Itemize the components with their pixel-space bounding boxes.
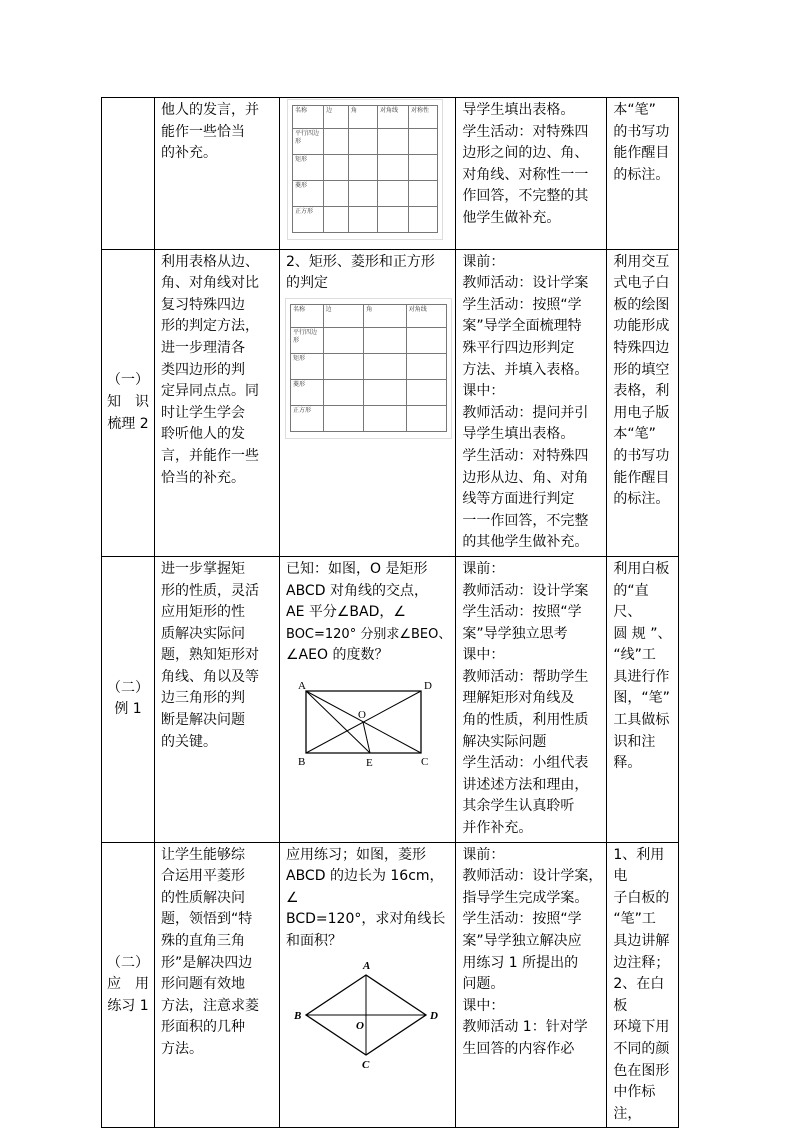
activity-cell <box>456 556 607 842</box>
text-line: 本“笔” <box>613 426 656 443</box>
section-label: （二） <box>107 679 149 696</box>
text-line: 的书写功 <box>613 447 670 464</box>
mini-table-image <box>286 299 451 438</box>
content-title: 的判定 <box>286 275 328 292</box>
text-line: 2、在白板 <box>613 976 665 1014</box>
text-line: 用练习 1 所提出的 <box>462 954 579 971</box>
text-line: 利用表格从边、 <box>161 253 259 270</box>
content-text: 和面积？ <box>286 933 342 949</box>
text-line: 教师活动：设计学案 <box>462 582 589 599</box>
text-line: 恰当的补充。 <box>161 469 245 486</box>
content-cell <box>280 98 456 250</box>
text-line: 课前： <box>462 560 505 577</box>
text-line: 中作标注， <box>613 1084 656 1122</box>
text-line: 学生活动：对特殊四 <box>462 123 589 140</box>
mini-table-image <box>288 100 442 239</box>
goal-cell <box>155 98 280 250</box>
mini-row-label: 正方形 <box>291 405 324 431</box>
text-line: 作回答，不完整的其 <box>462 188 589 205</box>
label-o: O <box>358 708 366 721</box>
activity-cell <box>456 842 607 1128</box>
rhombus-figure <box>286 957 446 1072</box>
content-text: 已知：如图，O 是矩形 <box>286 560 428 577</box>
text-line: 进一步掌握矩 <box>161 560 245 577</box>
text-line: 讲述述方法和理由， <box>462 776 589 793</box>
text-line: 言，并能作一些 <box>161 447 259 464</box>
text-line: 的关键。 <box>161 733 217 750</box>
text-line: 教师活动：帮助学生 <box>462 668 589 685</box>
text-line: 时让学生学会 <box>161 404 245 421</box>
section-label: 练习 1 <box>107 997 149 1014</box>
mini-row-label: 菱形 <box>291 379 324 405</box>
tech-cell <box>607 249 679 556</box>
text-line: 其余学生认真聆听 <box>462 798 575 815</box>
mini-header: 对角线 <box>378 106 409 129</box>
text-line: 形的判定方法， <box>161 318 259 335</box>
mini-header: 边 <box>324 106 349 129</box>
content-text: BOC=120° 分别求∠BEO、 <box>286 626 452 642</box>
text-line: 圆 规 ”、 <box>613 625 672 642</box>
mini-header: 名称 <box>293 106 324 129</box>
content-cell <box>280 249 456 556</box>
text-line: 方法。 <box>161 1040 203 1057</box>
label-a: A <box>363 959 371 972</box>
section-label: 知 识 <box>107 393 149 410</box>
text-line: 特殊四边 <box>613 339 670 356</box>
segment-ae <box>306 691 370 753</box>
text-line: 表格，利 <box>613 383 670 400</box>
tech-cell <box>607 842 679 1128</box>
text-line: 的“直尺、 <box>613 582 649 621</box>
text-line: 课中： <box>462 997 505 1014</box>
text-line: 学生活动：小组代表 <box>462 755 589 772</box>
comparison-table-1 <box>292 105 438 233</box>
label-b: B <box>294 1009 302 1022</box>
mini-row-label: 菱形 <box>293 181 324 207</box>
mini-row-label: 平行四边形 <box>291 327 324 353</box>
text-line: 利用白板 <box>613 560 670 577</box>
text-line: 边注释； <box>613 954 670 971</box>
text-line: 式电子白 <box>613 275 670 292</box>
text-line: 的补充。 <box>161 145 217 162</box>
text-line: 殊平行四边形判定 <box>462 339 575 356</box>
text-line: 题，领悟到“特 <box>161 911 253 928</box>
goal-cell <box>155 842 280 1128</box>
text-line: 环境下用 <box>613 1019 670 1036</box>
text-line: 应用矩形的性 <box>161 604 245 621</box>
section-cell <box>102 98 155 250</box>
content-text: BCD=120°，求对角线长 <box>286 911 446 928</box>
text-line: 他学生做补充。 <box>462 209 561 226</box>
text-line: 功能形成 <box>613 318 670 335</box>
content-text: ∠AEO 的度数？ <box>286 647 389 664</box>
mini-header: 角 <box>364 304 407 327</box>
text-line: 色在图形 <box>613 1062 670 1079</box>
text-line: 理解矩形对角线及 <box>462 690 575 707</box>
label-e: E <box>366 756 373 769</box>
text-line: 进一步理清各 <box>161 339 245 356</box>
content-text: AE 平分∠BAD，∠ <box>286 604 406 621</box>
text-line: 利用交互 <box>613 253 670 270</box>
text-line: 的性质解决问 <box>161 889 245 906</box>
mini-row-label: 矩形 <box>293 155 324 181</box>
text-line: 用电子版 <box>613 404 670 421</box>
label-d: D <box>424 679 432 692</box>
text-line: 并作补充。 <box>462 820 533 837</box>
text-line: 板的绘图 <box>613 296 670 313</box>
text-line: 的书写功 <box>613 123 670 140</box>
text-line: 角的性质，利用性质 <box>462 712 589 729</box>
goal-cell <box>155 556 280 842</box>
content-title: 2、矩形、菱形和正方形 <box>286 253 435 270</box>
label-b: B <box>298 755 306 768</box>
text-line: 课前： <box>462 253 505 270</box>
text-line: 解决实际问题 <box>462 733 547 750</box>
text-line: 能作醒目 <box>613 469 670 486</box>
text-line: 不同的颜 <box>613 1040 670 1057</box>
text-line: “线”工 <box>613 647 656 664</box>
table-row <box>102 249 679 556</box>
text-line: 形”是解决四边 <box>161 954 253 971</box>
text-line: 课中： <box>462 647 505 664</box>
section-cell <box>102 842 155 1128</box>
activity-cell <box>456 249 607 556</box>
table-row <box>102 842 679 1128</box>
text-line: 题，熟知矩形对 <box>161 647 259 664</box>
text-line: 指导学生完成学案。 <box>462 889 589 906</box>
section-label: （一） <box>107 372 149 389</box>
text-line: 他人的发言，并 <box>161 102 259 118</box>
text-line: “笔”工 <box>613 911 656 928</box>
text-line: 案”导学独立思考 <box>462 625 568 642</box>
text-line: 本“笔” <box>613 102 656 118</box>
text-line: 的标注。 <box>613 491 670 508</box>
text-line: 具进行作 <box>613 668 670 685</box>
label-c: C <box>362 1058 370 1071</box>
text-line: 教师活动：设计学案 <box>462 275 589 292</box>
text-line: 学生活动：按照“学 <box>462 604 582 621</box>
text-line: 形面积的几种 <box>161 1019 245 1036</box>
text-line: 殊的直角三角 <box>161 933 245 949</box>
comparison-table-2 <box>290 304 447 432</box>
section-label: 梳理 2 <box>107 415 149 432</box>
text-line: 能作醒目 <box>613 145 670 162</box>
text-line: 1、利用电 <box>613 846 665 885</box>
text-line: 课前： <box>462 846 505 863</box>
content-text: ABCD 的边长为 16cm，∠ <box>286 868 444 906</box>
table-row <box>102 98 679 250</box>
content-text: 应用练习；如图，菱形 <box>286 846 426 863</box>
text-line: 学生活动：按照“学 <box>462 296 582 313</box>
text-line: 断是解决问题 <box>161 712 245 729</box>
text-line: 教师活动：设计学案， <box>462 868 603 885</box>
text-line: 课中： <box>462 383 505 400</box>
content-cell <box>280 842 456 1128</box>
content-text: ABCD 对角线的交点， <box>286 582 428 599</box>
text-line: 问题。 <box>462 976 505 993</box>
text-line: 定异同点点。同 <box>161 383 259 400</box>
text-line: 质解决实际问 <box>161 625 245 642</box>
text-line: 导学生填出表格。 <box>462 426 575 443</box>
text-line: 合运用平菱形 <box>161 868 245 885</box>
text-line: 的其他学生做补充。 <box>462 534 589 551</box>
text-line: 方法，注意求菱 <box>161 997 259 1014</box>
label-c: C <box>421 755 429 768</box>
rectangle-figure <box>286 673 436 773</box>
text-line: 对角线、对称性一一 <box>462 166 589 183</box>
section-label: （二） <box>107 954 149 971</box>
table-row <box>102 556 679 842</box>
mini-header: 角 <box>349 106 378 129</box>
segment-oe <box>363 722 370 753</box>
section-label: 应 用 <box>107 976 149 993</box>
text-line: 边形从边、角、对角 <box>462 469 589 486</box>
text-line: 角线、角以及等 <box>161 668 259 685</box>
text-line: 一一作回答，不完整 <box>462 512 589 529</box>
text-line: 边形之间的边、角、 <box>462 145 589 162</box>
text-line: 方法、并填入表格。 <box>462 361 589 378</box>
text-line: 形的性质，灵活 <box>161 582 259 599</box>
text-line: 图，“笔” <box>613 690 670 707</box>
section-label: 例 1 <box>114 701 142 718</box>
text-line: 子白板的 <box>613 889 670 906</box>
text-line: 形的填空 <box>613 361 670 378</box>
text-line: 案”导学独立解决应 <box>462 933 582 949</box>
mini-header: 边 <box>323 304 364 327</box>
text-line: 工具做标 <box>613 712 670 729</box>
label-d: D <box>430 1009 438 1022</box>
mini-row-label: 平行四边形 <box>293 129 324 155</box>
text-line: 的标注。 <box>613 166 670 183</box>
text-line: 线等方面进行判定 <box>462 491 575 508</box>
lesson-plan-table <box>101 97 679 1128</box>
text-line: 教师活动 1：针对学 <box>462 1019 588 1036</box>
text-line: 聆听他人的发 <box>161 426 245 443</box>
mini-header: 对称性 <box>409 106 438 129</box>
goal-cell <box>155 249 280 556</box>
mini-header: 名称 <box>291 304 324 327</box>
tech-cell <box>607 98 679 250</box>
text-line: 导学生填出表格。 <box>462 102 575 118</box>
text-line: 教师活动：提问并引 <box>462 404 589 421</box>
section-cell <box>102 249 155 556</box>
text-line: 让学生能够综 <box>161 846 245 863</box>
text-line: 学生活动：按照“学 <box>462 911 582 928</box>
mini-row-label: 矩形 <box>291 353 324 379</box>
text-line: 类四边形的判 <box>161 361 245 378</box>
mini-header: 对角线 <box>406 304 447 327</box>
activity-cell <box>456 98 607 250</box>
label-a: A <box>298 679 306 692</box>
text-line: 边三角形的判 <box>161 690 245 707</box>
text-line: 形问题有效地 <box>161 976 245 993</box>
text-line: 能作一些恰当 <box>161 123 245 140</box>
label-o: O <box>356 1019 364 1032</box>
text-line: 学生活动：对特殊四 <box>462 447 589 464</box>
section-cell <box>102 556 155 842</box>
content-cell <box>280 556 456 842</box>
text-line: 识和注释。 <box>613 733 656 772</box>
text-line: 生回答的内容作必 <box>462 1040 575 1057</box>
text-line: 具边讲解 <box>613 933 670 949</box>
mini-row-label: 正方形 <box>293 207 324 233</box>
text-line: 案”导学全面梳理特 <box>462 318 582 335</box>
text-line: 角、对角线对比 <box>161 275 259 292</box>
tech-cell <box>607 556 679 842</box>
text-line: 复习特殊四边 <box>161 296 245 313</box>
